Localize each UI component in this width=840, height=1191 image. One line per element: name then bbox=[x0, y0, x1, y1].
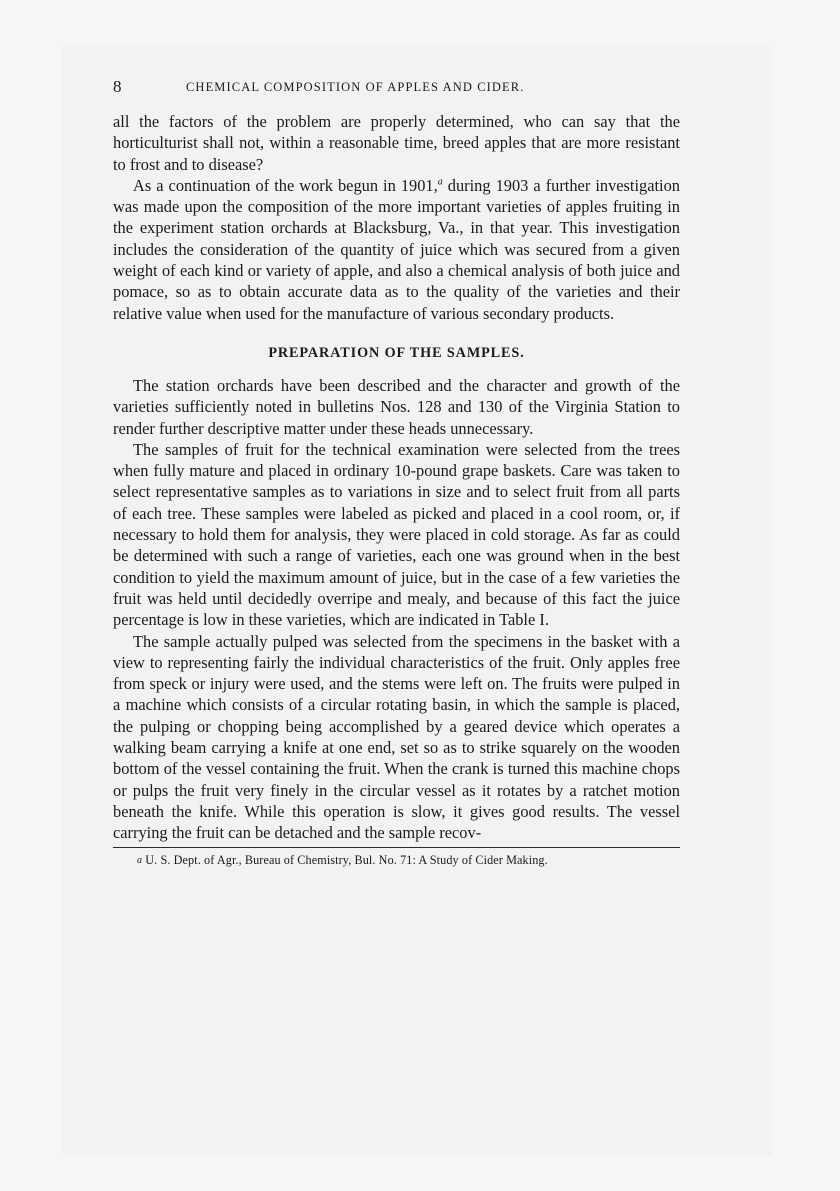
paragraph-sample-pulped: The sample actually pulped was selected from the specimens in the basket with a view to representing fairly the individual characteristics of the fruit. Only apples free from speck or injury were used, and the stems were left on. The fruits were pulped in a machine which consists of a circular rotating basin, in which the sample is placed, the pulping or chopping being accomplished by a geared device which operates a walking beam carrying a knife at one end, set so as to strike squarely on the wooden bottom of the vessel containing the fruit. When the crank is turned this machine chops or pulps the fruit very finely in the circular vessel as it rotates by a ratchet motion beneath the knife. While this operation is slow, it gives good results. The vessel carrying the fruit can be detached and the sample recov- bbox=[113, 631, 680, 843]
paragraph-text-end: during 1903 a further investigation was made upon the composition of the more important varieties of apples fruiting in the experiment station orchards at Blacksburg, Va., in that year. This investigation includes the consideration of the quantity of juice which was secured from a given weight of each kind or variety of apple, and also a chemical analysis of both juice and pomace, so as to obtain accurate data as to the quality of the varieties and their relative value when used for the manufacture of various secondary products. bbox=[113, 175, 680, 323]
running-head-title: CHEMICAL COMPOSITION OF APPLES AND CIDER. bbox=[186, 80, 525, 94]
footnote bbox=[113, 853, 680, 868]
running-head bbox=[113, 77, 680, 101]
paragraph-station-orchards: The station orchards have been described and the character and growth of the varieties sufficiently noted in bulletins Nos. 128 and 130 of the Virginia Station to render further descriptive matter under these heads unnecessary. bbox=[113, 375, 680, 438]
paragraph-samples-of-fruit: The samples of fruit for the technical examination were selected from the trees when fully mature and placed in ordinary 10-pound grape baskets. Care was taken to select representative samples as to variations in size and to select fruit from all parts of each tree. These samples were labeled as picked and placed in a cool room, or, if necessary to hold them for analysis, they were placed in cold storage. As far as could be determined with such a range of varieties, each one was ground when in the best condition to yield the maximum amount of juice, but in the case of a few varieties the fruit was held until decidedly overripe and mealy, and because of this fact the juice percentage is low in these varieties, which are indicated in Table I. bbox=[113, 439, 680, 630]
section-heading: PREPARATION OF THE SAMPLES. bbox=[268, 344, 525, 361]
page-number: 8 bbox=[113, 77, 122, 96]
paragraph-continuation: all the factors of the problem are properly determined, who can say that the horticulturist shall not, within a reasonable time, breed apples that are more resistant to frost and to disease? bbox=[113, 112, 680, 174]
footnote-divider bbox=[113, 847, 680, 848]
paragraph-continuation-of-work bbox=[113, 175, 680, 324]
footnote-reference: a bbox=[437, 176, 443, 188]
paragraph-text-start: As a continuation of the work begun in 1901, bbox=[133, 175, 438, 195]
footnote-mark: a bbox=[137, 854, 143, 866]
footnote-text: U. S. Dept. of Agr., Bureau of Chemistry, Bul. No. 71: A Study of Cider Making. bbox=[145, 852, 548, 867]
page-content bbox=[113, 77, 680, 868]
